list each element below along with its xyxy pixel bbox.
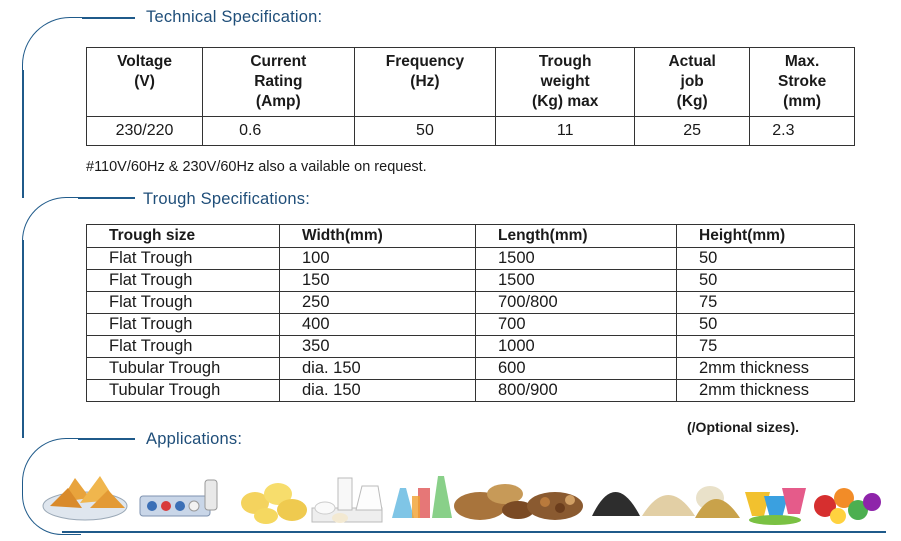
cell-length: 1500 — [476, 270, 677, 292]
cell-height: 75 — [677, 292, 855, 314]
header-frequency: Frequency (Hz) — [354, 48, 496, 117]
frame-line-mid — [78, 197, 135, 199]
trough-row — [87, 358, 855, 380]
cell-length: 1500 — [476, 248, 677, 270]
cell-width: 400 — [280, 314, 476, 336]
value-current: 0.6 — [203, 117, 355, 146]
oats-flakes-image — [642, 495, 695, 516]
cell-trough-size: Flat Trough — [87, 292, 280, 314]
applications-image-strip — [40, 458, 890, 528]
cell-trough-size: Flat Trough — [87, 248, 280, 270]
frame-curve-top — [22, 17, 85, 78]
trough-title: Trough Specifications: — [143, 190, 311, 208]
cell-length: 1000 — [476, 336, 677, 358]
dry-fruits-image — [454, 484, 534, 520]
black-seeds-image — [592, 492, 640, 516]
header-voltage: Voltage (V) — [87, 48, 203, 117]
lab-glassware-image — [392, 476, 452, 518]
trough-row — [87, 292, 855, 314]
trough-row — [87, 380, 855, 402]
header-actual-job: Actual job (Kg) — [635, 48, 750, 117]
voltage-note: #110V/60Hz & 230V/60Hz also a vailable on request. — [86, 159, 427, 175]
cell-trough-size: Flat Trough — [87, 336, 280, 358]
cell-length: 600 — [476, 358, 677, 380]
popcorn-snacks-image — [241, 483, 307, 524]
medicine-pills-image — [140, 480, 217, 516]
cell-width: 250 — [280, 292, 476, 314]
technical-header-row — [87, 48, 855, 117]
trough-row — [87, 314, 855, 336]
cell-height: 75 — [677, 336, 855, 358]
cell-trough-size: Tubular Trough — [87, 358, 280, 380]
vegetables-fruits-image — [814, 488, 881, 524]
header-trough-weight: Trough weight (Kg) max — [496, 48, 635, 117]
trough-header-row — [87, 225, 855, 248]
cell-width: 100 — [280, 248, 476, 270]
header-max-stroke: Max. Stroke (mm) — [750, 48, 855, 117]
header-length: Length(mm) — [476, 225, 677, 248]
dairy-products-image — [312, 478, 382, 523]
frame-line-left-2 — [22, 240, 24, 438]
cell-width: dia. 150 — [280, 380, 476, 402]
chips-plate-image — [43, 476, 127, 520]
cell-trough-size: Tubular Trough — [87, 380, 280, 402]
frame-line-bottom — [78, 438, 135, 440]
cell-height: 50 — [677, 314, 855, 336]
frame-line-left-1 — [22, 70, 24, 198]
value-max-stroke: 2.3 — [750, 117, 855, 146]
cell-trough-size: Flat Trough — [87, 270, 280, 292]
trough-row — [87, 248, 855, 270]
technical-title: Technical Specification: — [146, 8, 323, 26]
value-frequency: 50 — [354, 117, 496, 146]
cell-height: 50 — [677, 270, 855, 292]
technical-spec-table — [86, 47, 855, 146]
header-trough-size: Trough size — [87, 225, 280, 248]
value-actual-job: 25 — [635, 117, 750, 146]
value-voltage: 230/220 — [87, 117, 203, 146]
optional-sizes-note: (/Optional sizes). — [687, 419, 800, 435]
grains-bowl-image — [695, 486, 740, 518]
applications-title: Applications: — [146, 430, 243, 448]
cell-height: 2mm thickness — [677, 358, 855, 380]
cell-length: 700 — [476, 314, 677, 336]
cell-width: dia. 150 — [280, 358, 476, 380]
cell-height: 2mm thickness — [677, 380, 855, 402]
value-trough-weight: 11 — [496, 117, 635, 146]
cell-trough-size: Flat Trough — [87, 314, 280, 336]
nuts-mix-image — [527, 492, 583, 520]
frame-line-bottom-base — [62, 531, 886, 533]
header-height: Height(mm) — [677, 225, 855, 248]
cell-width: 350 — [280, 336, 476, 358]
trough-row — [87, 270, 855, 292]
frame-curve-mid — [22, 197, 81, 248]
cell-height: 50 — [677, 248, 855, 270]
trough-spec-table — [86, 224, 855, 402]
cell-length: 800/900 — [476, 380, 677, 402]
cell-length: 700/800 — [476, 292, 677, 314]
plastic-cups-image — [745, 488, 806, 525]
trough-row — [87, 336, 855, 358]
technical-value-row — [87, 117, 855, 146]
cell-width: 150 — [280, 270, 476, 292]
header-width: Width(mm) — [280, 225, 476, 248]
frame-line-top — [82, 17, 135, 19]
header-current: Current Rating (Amp) — [203, 48, 355, 117]
